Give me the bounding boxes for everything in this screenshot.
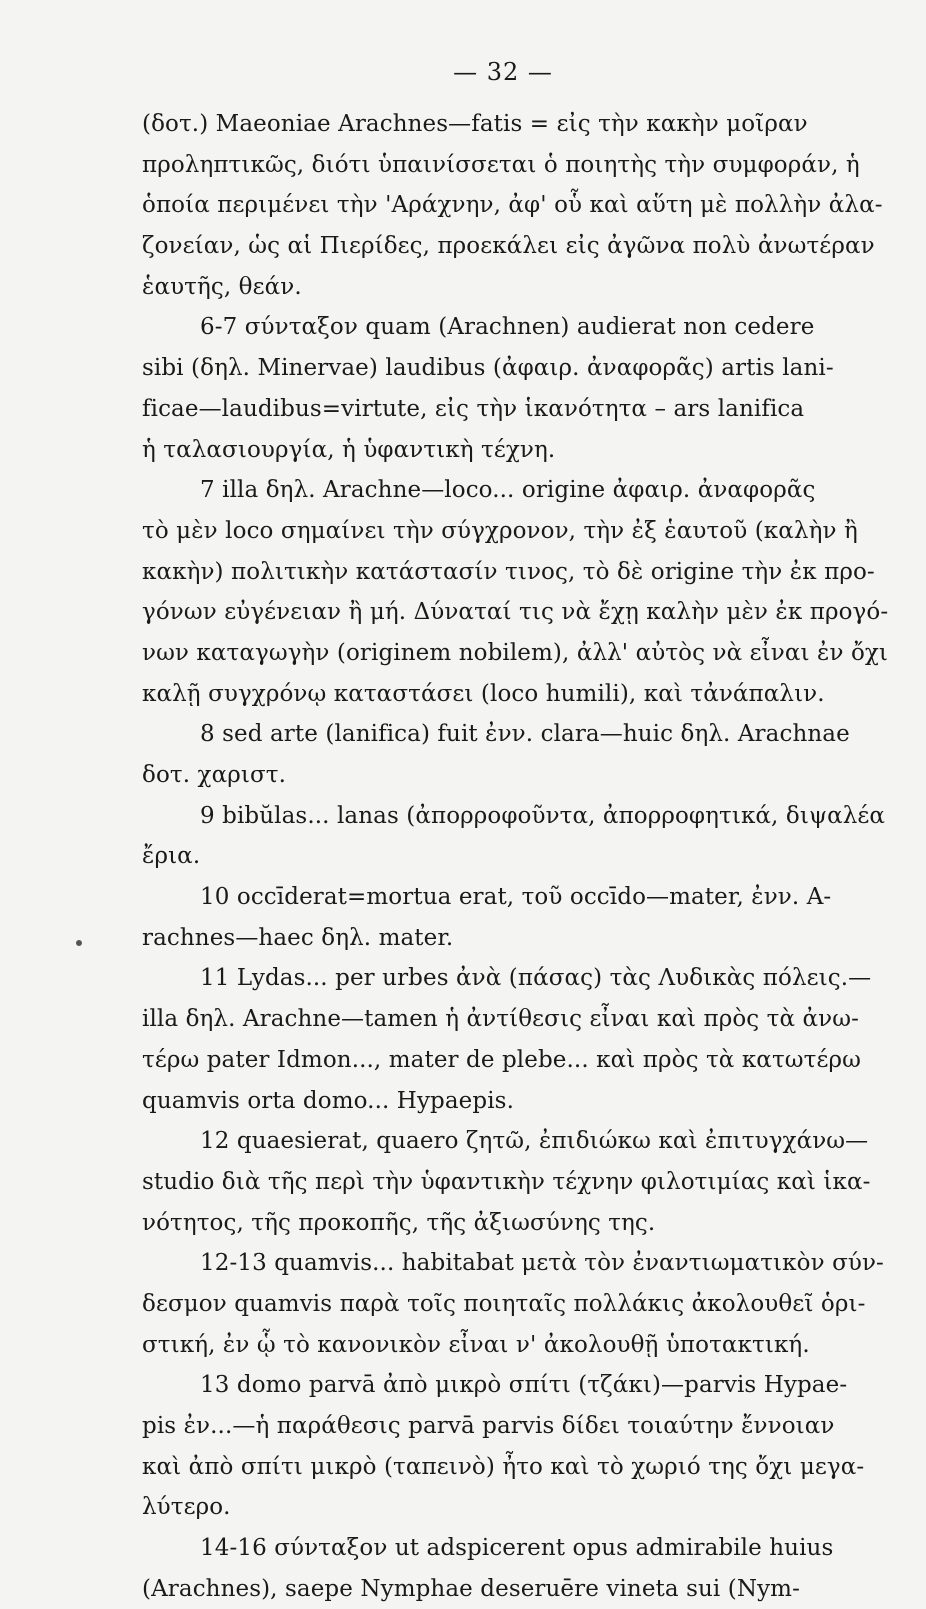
text-line: illa δηλ. Arachne—tamen ἡ ἀντίθεσις εἶναι καὶ πρὸς τὰ ἀνω- — [142, 1006, 859, 1033]
margin-mark — [76, 940, 82, 946]
text-line: 12 quaesierat, quaero ζητῶ, ἐπιδιώκω καὶ ἐπιτυγχάνω— — [200, 1128, 869, 1155]
text-line: γόνων εὐγένειαν ἢ μή. Δύναταί τις νὰ ἔχῃ καλὴν μὲν ἐκ προγό- — [142, 599, 889, 626]
text-line: δεσμον quamvis παρὰ τοῖς ποιηταῖς πολλάκις ἀκολουθεῖ ὁρι- — [142, 1290, 866, 1317]
text-line: studio διὰ τῆς περὶ τὴν ὑφαντικὴν τέχνην φιλοτιμίας καὶ ἱκα- — [142, 1168, 871, 1195]
text-line: 13 domo parvā ἀπὸ μικρὸ σπίτι (τζάκι)—parvis Hypae- — [200, 1372, 848, 1399]
text-line: sibi (δηλ. Minervae) laudibus (ἀφαιρ. ἀναφορᾶς) artis lani- — [142, 355, 834, 382]
text-line: ἡ ταλασιουργία, ἡ ὑφαντικὴ τέχνη. — [142, 436, 556, 463]
text-line: λύτερο. — [142, 1494, 231, 1521]
text-line: καλῇ συγχρόνῳ καταστάσει (loco humili), καὶ τἀνάπαλιν. — [142, 680, 825, 707]
text-line: (Arachnes), saepe Nymphae deseruēre vineta sui (Nym- — [142, 1575, 800, 1602]
text-line: νων καταγωγὴν (originem nobilem), ἀλλ' αὐτὸς νὰ εἶναι ἐν ὄχι — [142, 639, 889, 666]
commentary-text — [142, 104, 912, 1609]
text-line: προληπτικῶς, διότι ὑπαινίσσεται ὁ ποιητὴς τὴν συμφοράν, ἡ — [142, 151, 860, 178]
text-line: ζονείαν, ὡς αἱ Πιερίδες, προεκάλει εἰς ἀγῶνα πολὺ ἀνωτέραν — [142, 233, 875, 260]
text-line: κακὴν) πολιτικὴν κατάστασίν τινος, τὸ δὲ origine τὴν ἐκ προ- — [142, 558, 875, 585]
text-line: ὁποία περιμένει τὴν 'Αράχνην, ἀφ' οὗ καὶ αὕτη μὲ πολλὴν ἀλα- — [142, 192, 883, 219]
text-line: ἑαυτῆς, θεάν. — [142, 273, 302, 300]
text-line: 7 illa δηλ. Arachne—loco... origine ἀφαιρ. ἀναφορᾶς — [200, 477, 816, 504]
text-line: 14-16 σύνταξον ut adspicerent opus admirabile huius — [200, 1535, 834, 1562]
text-line: (δοτ.) Maeoniae Arachnes—fatis = εἰς τὴν κακὴν μοῖραν — [142, 111, 808, 137]
text-line: ἔρια. — [142, 843, 201, 870]
page-number: — 32 — — [453, 58, 553, 86]
text-line: τέρω pater Idmon..., mater de plebe... καὶ πρὸς τὰ κατωτέρω — [142, 1046, 861, 1073]
text-line: δοτ. χαριστ. — [142, 762, 286, 788]
text-line: 12-13 quamvis... habitabat μετὰ τὸν ἐναντιωματικὸν σύν- — [200, 1250, 884, 1277]
text-line: νότητος, τῆς προκοπῆς, τῆς ἀξιωσύνης της. — [142, 1209, 656, 1236]
text-line: 10 occīderat=mortua erat, τοῦ occīdo—mater, ἐνν. A- — [200, 884, 832, 911]
text-line: 6-7 σύνταξον quam (Arachnen) audierat non cedere — [200, 314, 815, 341]
text-line: 9 bibŭlas... lanas (ἀπορροφοῦντα, ἀπορροφητικά, διψαλέα — [200, 802, 886, 829]
text-line: quamvis orta domo... Hypaepis. — [142, 1087, 514, 1114]
text-line: 8 sed arte (lanifica) fuit ἐνν. clara—huic δηλ. Arachnae — [200, 721, 850, 748]
text-line: 11 Lydas... per urbes ἀνὰ (πάσας) τὰς Λυδικὰς πόλεις.— — [200, 965, 872, 992]
text-line: καὶ ἀπὸ σπίτι μικρὸ (ταπεινὸ) ἦτο καὶ τὸ χωριό της ὄχι μεγα- — [142, 1453, 865, 1480]
text-line: pis ἐν...—ἡ παράθεσις parvā parvis δίδει τοιαύτην ἔννοιαν — [142, 1413, 835, 1439]
text-line: rachnes—haec δηλ. mater. — [142, 924, 454, 951]
text-line: τὸ μὲν loco σημαίνει τὴν σύγχρονον, τὴν ἐξ ἑαυτοῦ (καλὴν ἢ — [142, 517, 858, 544]
text-line: στική, ἐν ᾧ τὸ κανονικὸν εἶναι ν' ἀκολουθῇ ὑποτακτική. — [142, 1331, 810, 1358]
text-line: ficae—laudibus=virtute, εἰς τὴν ἱκανότητα – ars lanifica — [142, 395, 805, 422]
